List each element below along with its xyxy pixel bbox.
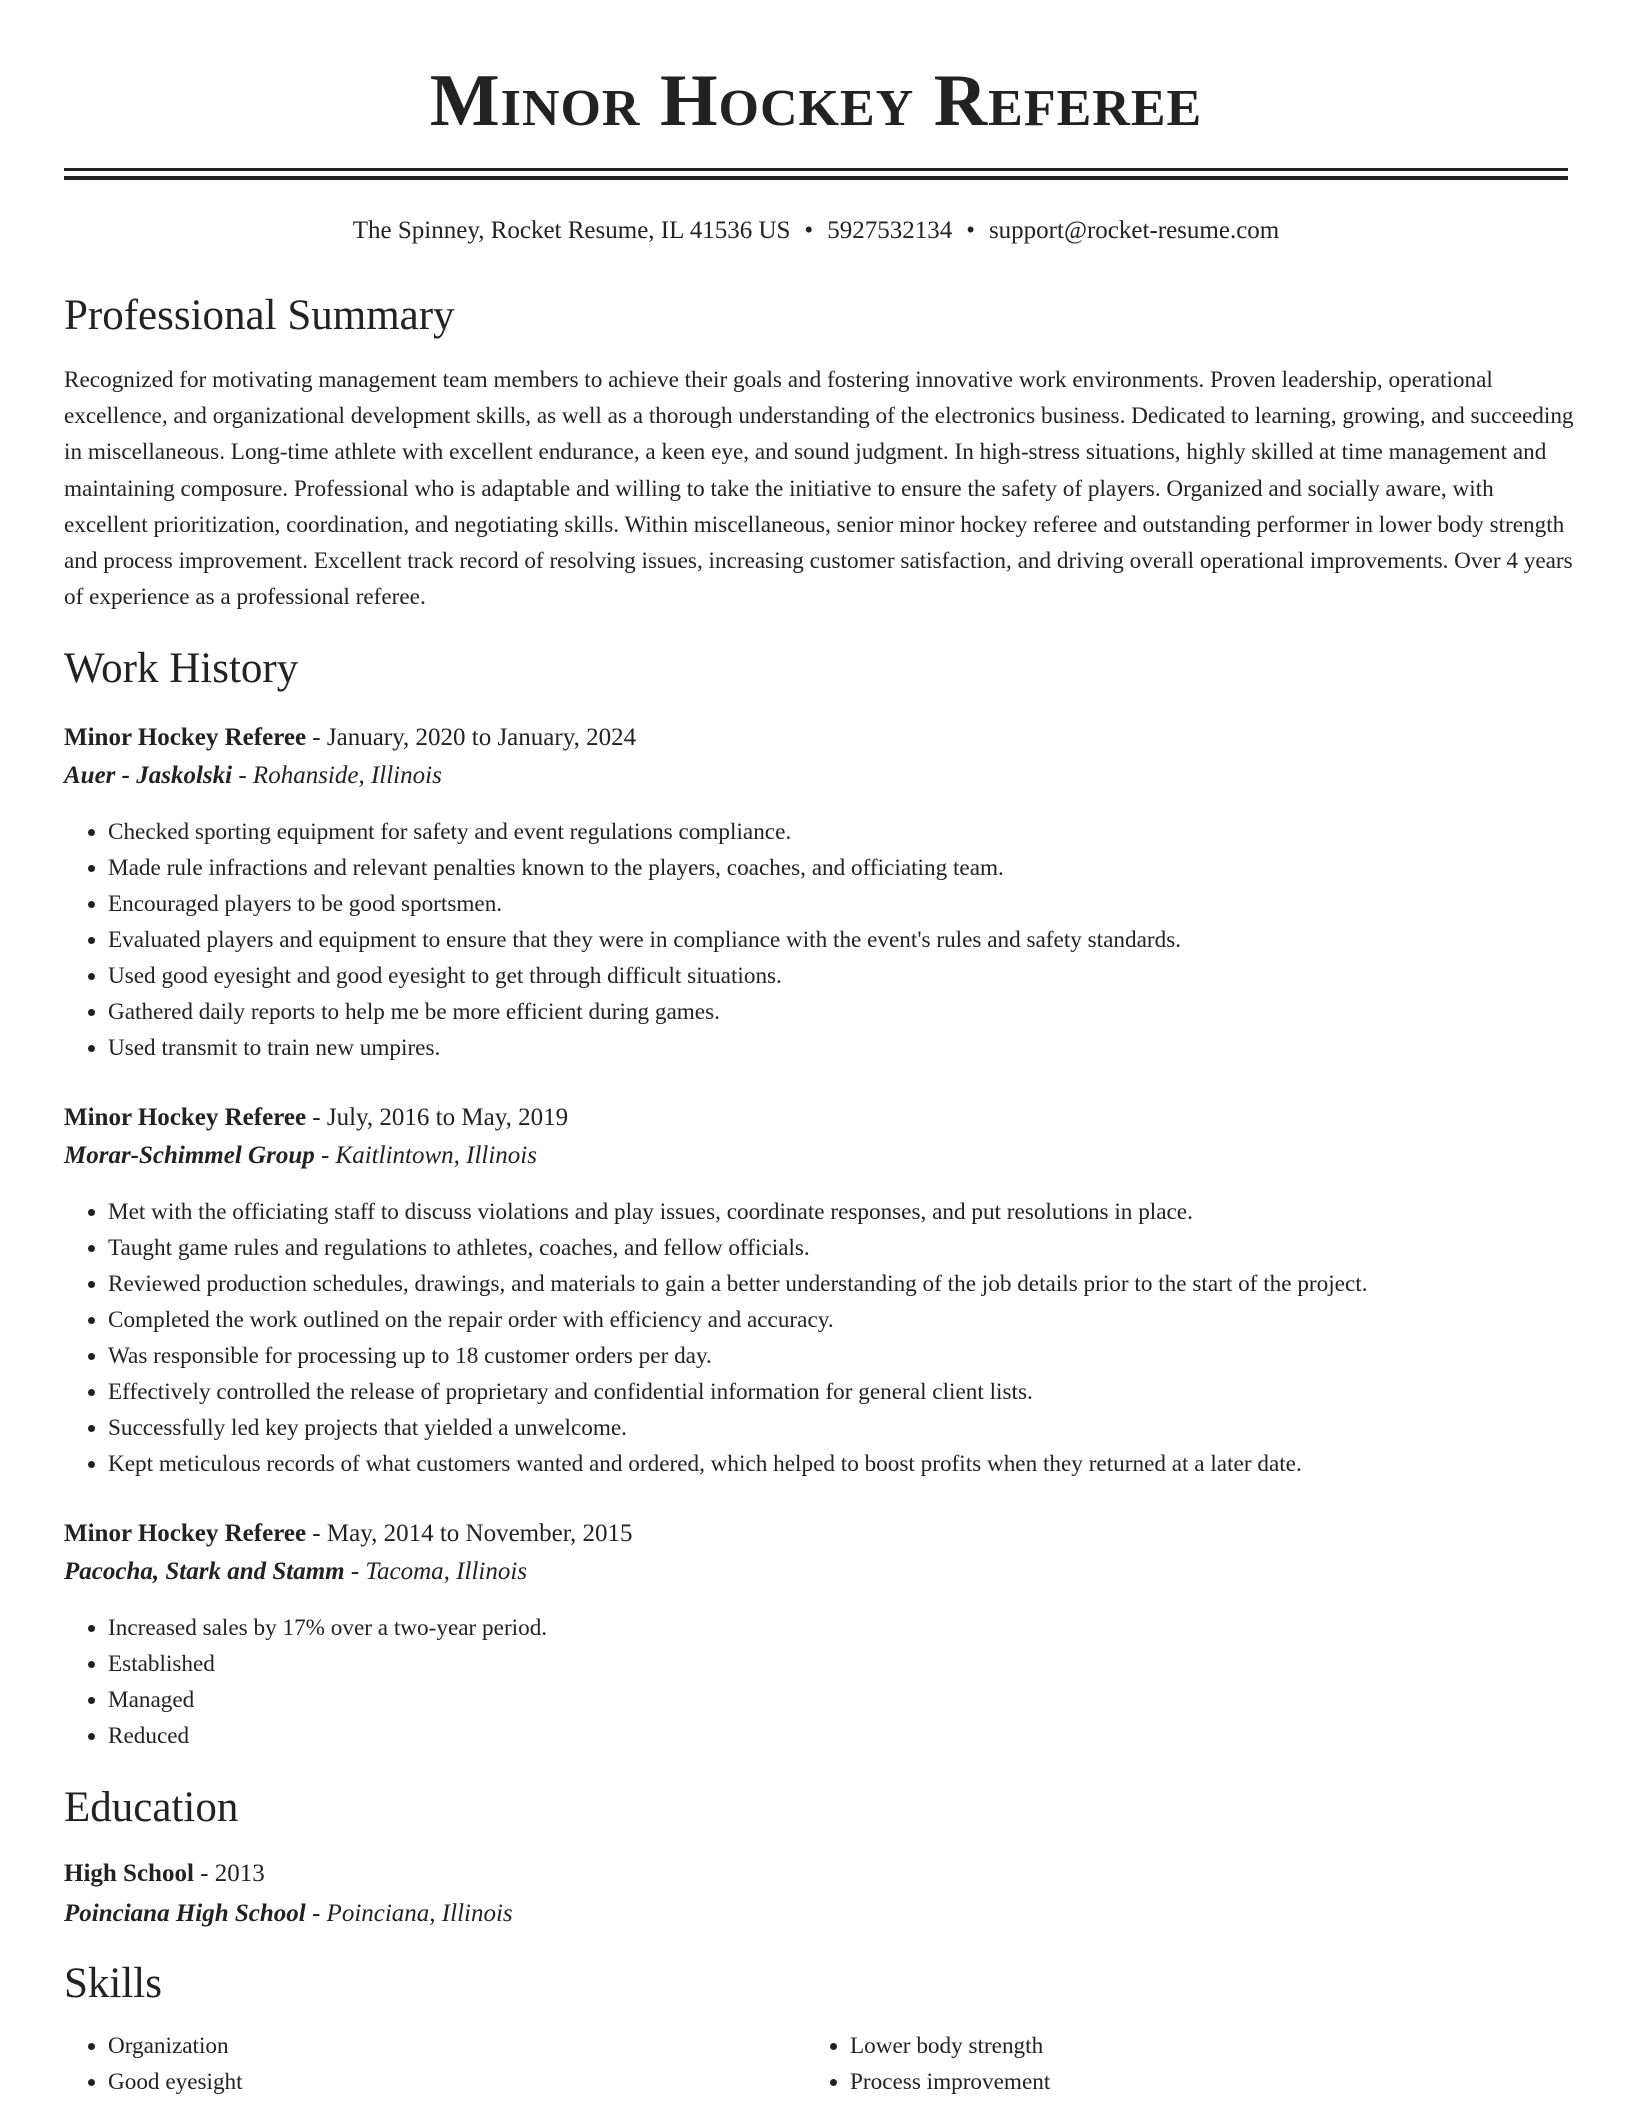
list-item: • Established bbox=[108, 1646, 547, 1682]
list-item: • Successfully led key projects that yielded a unwelcome. bbox=[108, 1410, 1368, 1446]
education-school: Poinciana High School bbox=[64, 1900, 306, 1927]
section-title-skills: Skills bbox=[64, 1960, 162, 2007]
skills-column-left bbox=[64, 2028, 243, 2100]
skill-item: • Good eyesight bbox=[108, 2064, 243, 2100]
list-item: • Evaluated players and equipment to ensure that they were in compliance with the event's rules and safety standards. bbox=[108, 922, 1181, 958]
education-degree-line bbox=[64, 1856, 265, 1892]
job-duties-list bbox=[64, 814, 1181, 1066]
list-item: • Increased sales by 17% over a two-year period. bbox=[108, 1610, 547, 1646]
skills-column-right bbox=[806, 2028, 1050, 2100]
job-dates: - January, 2020 to January, 2024 bbox=[306, 724, 637, 751]
skill-item: • Lower body strength bbox=[850, 2028, 1050, 2064]
job-dates: - July, 2016 to May, 2019 bbox=[306, 1104, 569, 1131]
section-title-summary: Professional Summary bbox=[64, 292, 455, 339]
job-role: Minor Hockey Referee bbox=[64, 1520, 307, 1547]
list-item: • Checked sporting equipment for safety and event regulations compliance. bbox=[108, 814, 1181, 850]
candidate-name: Minor Hockey Referee bbox=[429, 60, 1203, 142]
contact-line bbox=[0, 214, 1632, 248]
list-item: • Taught game rules and regulations to athletes, coaches, and fellow officials. bbox=[108, 1230, 1368, 1266]
list-item: • Managed bbox=[108, 1682, 547, 1718]
list-item: • Gathered daily reports to help me be more efficient during games. bbox=[108, 994, 1181, 1030]
job-title-line bbox=[64, 1516, 633, 1552]
job-company: Morar-Schimmel Group bbox=[64, 1142, 315, 1169]
education-degree: High School bbox=[64, 1860, 194, 1887]
list-item: • Reduced bbox=[108, 1718, 547, 1754]
job-title-line bbox=[64, 1100, 568, 1136]
list-item: • Met with the officiating staff to discuss violations and play issues, coordinate responses, and put resolutions in place. bbox=[108, 1194, 1368, 1230]
skill-item: • Process improvement bbox=[850, 2064, 1050, 2100]
skill-item: • Organization bbox=[108, 2028, 243, 2064]
job-company-line bbox=[64, 1554, 527, 1590]
job-company-line bbox=[64, 758, 442, 794]
list-item: • Made rule infractions and relevant penalties known to the players, coaches, and officiating team. bbox=[108, 850, 1181, 886]
job-company-line bbox=[64, 1138, 537, 1174]
job-role: Minor Hockey Referee bbox=[64, 1104, 307, 1131]
section-title-education: Education bbox=[64, 1784, 239, 1831]
list-item: • Used transmit to train new umpires. bbox=[108, 1030, 1181, 1066]
education-school-line bbox=[64, 1896, 513, 1932]
summary-text: Recognized for motivating management team members to achieve their goals and fostering innovative work environments. Proven leadership, operational excellence, and organizational development skills, as well as a thorough understanding of the electronics business. Dedicated to learning, growing, and succeeding in miscellaneous. Long-time athlete with excellent endurance, a keen eye, and sound judgment. In high-stress situations, highly skilled at time management and maintaining composure. Professional who is adaptable and willing to take the initiative to ensure the safety of players. Organized and socially aware, with excellent prioritization, coordination, and negotiating skills. Within miscellaneous, senior minor hockey referee and outstanding performer in lower body strength and process improvement. Excellent track record of resolving issues, increasing customer satisfaction, and driving overall operational improvements. Over 4 years of experience as a professional referee. bbox=[64, 367, 1574, 611]
contact-separator: • bbox=[966, 217, 975, 244]
job-dates: - May, 2014 to November, 2015 bbox=[306, 1520, 633, 1547]
contact-phone: 5927532134 bbox=[827, 217, 953, 244]
header-divider-top bbox=[64, 168, 1568, 171]
list-item: • Effectively controlled the release of proprietary and confidential information for general client lists. bbox=[108, 1374, 1368, 1410]
list-item: • Encouraged players to be good sportsmen. bbox=[108, 886, 1181, 922]
job-location: - Kaitlintown, Illinois bbox=[314, 1142, 537, 1169]
job-location: - Rohanside, Illinois bbox=[232, 762, 442, 789]
contact-separator: • bbox=[804, 217, 814, 244]
list-item: • Reviewed production schedules, drawings, and materials to gain a better understanding of the job details prior to the start of the project. bbox=[108, 1266, 1368, 1302]
job-company: Pacocha, Stark and Stamm bbox=[64, 1558, 345, 1585]
job-company: Auer - Jaskolski bbox=[64, 762, 233, 789]
contact-address: The Spinney, Rocket Resume, IL 41536 US bbox=[352, 217, 791, 244]
job-duties-list bbox=[64, 1610, 547, 1754]
education-year: - 2013 bbox=[193, 1860, 265, 1887]
education-location: - Poinciana, Illinois bbox=[305, 1900, 513, 1927]
section-title-work-history: Work History bbox=[64, 645, 299, 692]
list-item: • Completed the work outlined on the repair order with efficiency and accuracy. bbox=[108, 1302, 1368, 1338]
list-item: • Was responsible for processing up to 18 customer orders per day. bbox=[108, 1338, 1368, 1374]
job-role: Minor Hockey Referee bbox=[64, 724, 307, 751]
contact-email: support@rocket-resume.com bbox=[988, 217, 1280, 244]
job-location: - Tacoma, Illinois bbox=[344, 1558, 528, 1585]
list-item: • Kept meticulous records of what customers wanted and ordered, which helped to boost profits when they returned at a later date. bbox=[108, 1446, 1368, 1482]
header-divider-bottom bbox=[64, 176, 1568, 180]
job-title-line bbox=[64, 720, 636, 756]
job-duties-list bbox=[64, 1194, 1368, 1482]
list-item: • Used good eyesight and good eyesight to get through difficult situations. bbox=[108, 958, 1181, 994]
